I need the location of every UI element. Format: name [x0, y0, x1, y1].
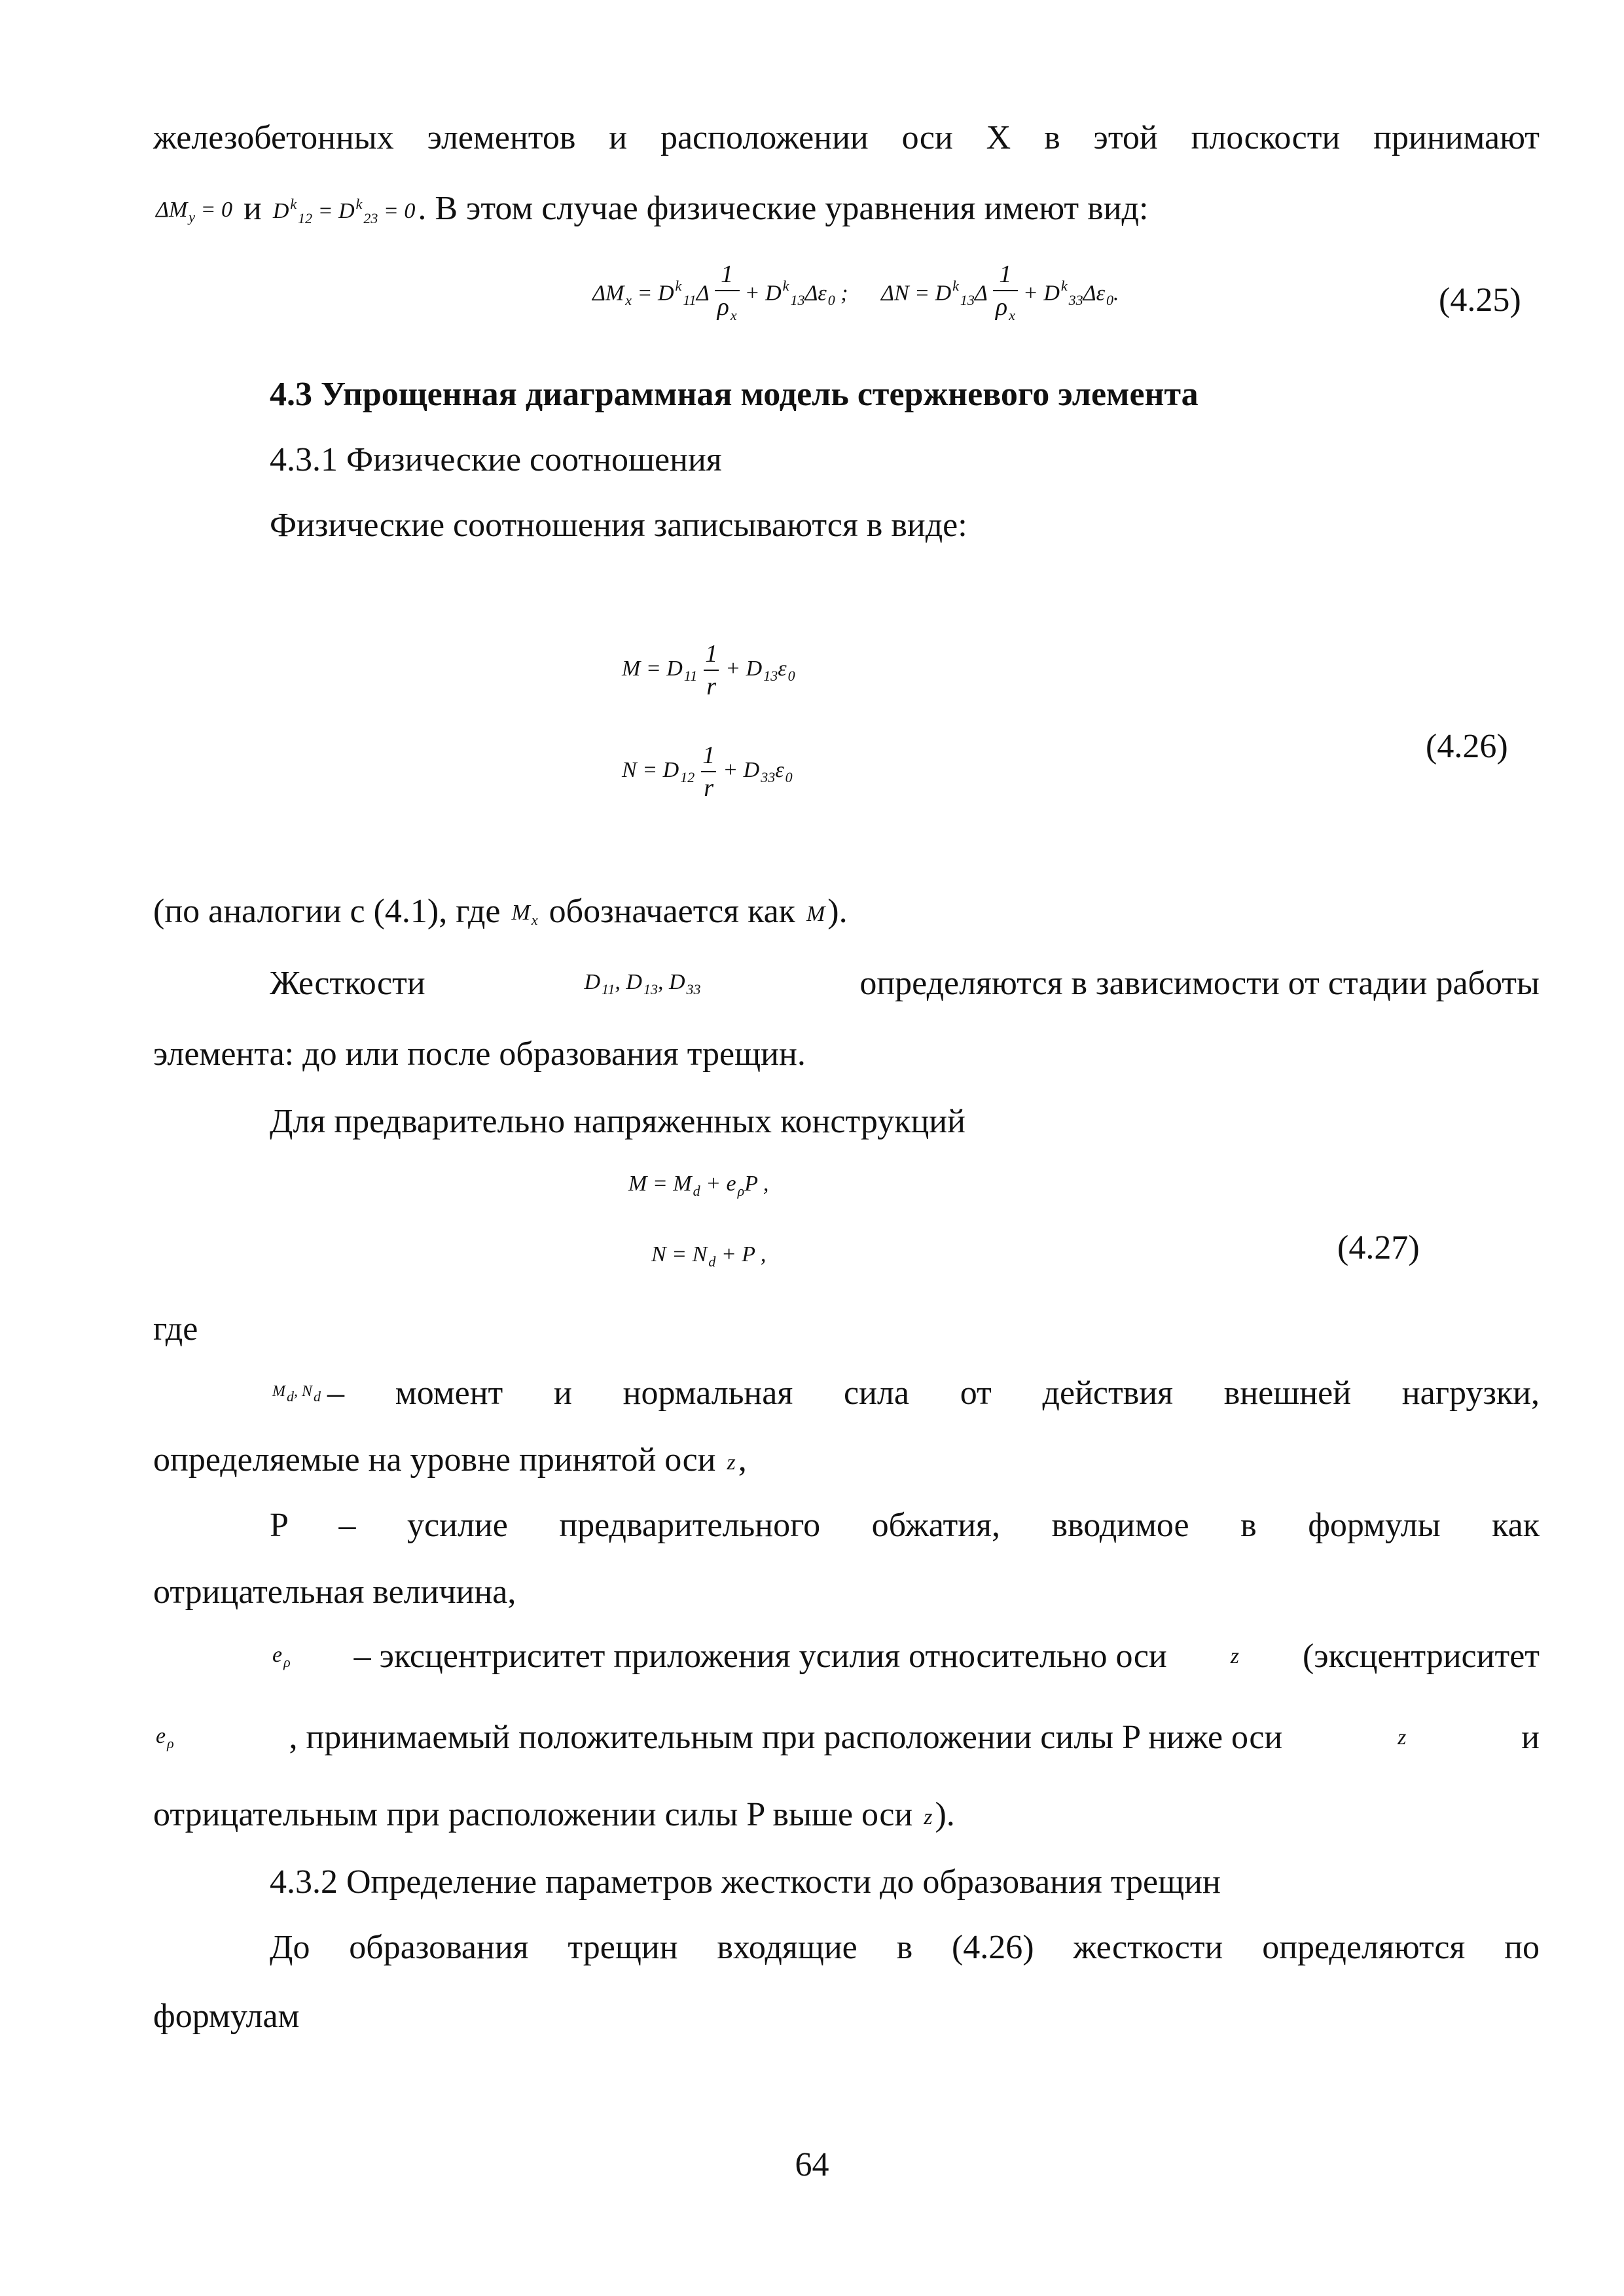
- formula-m: M: [806, 901, 825, 926]
- paragraph-stiffness-line-2: элемента: до или после образования трещин.: [153, 1035, 806, 1073]
- subsection-heading-4-3-1: 4.3.1 Физические соотношения: [270, 441, 722, 478]
- subsection-heading-4-3-2: 4.3.2 Определение параметров жесткости до образования трещин: [270, 1863, 1221, 1901]
- formula-ep: $e_\rho$: [156, 1724, 174, 1751]
- equation-number-4-26: (4.26): [1426, 728, 1508, 765]
- formula-z: z: [1230, 1643, 1239, 1668]
- paragraph-p-line-2: отрицательная величина,: [153, 1573, 516, 1611]
- paragraph-prestressed: Для предварительно напряженных конструкций: [270, 1103, 965, 1140]
- paragraph-p-line-1: P – усилие предварительного обжатия, вводимое в формулы как: [270, 1507, 1540, 1544]
- formula-stiffness-list: $D_{11}$, $D_{13}$, $D_{33}$: [584, 970, 701, 997]
- section-heading-4-3: 4.3 Упрощенная диаграммная модель стержневого элемента: [270, 376, 1199, 413]
- paragraph-md-nd-line-2: определяемые на уровне принятой оси z,: [153, 1441, 747, 1479]
- formula-mx: $M_x$: [511, 900, 538, 928]
- formula-4-25: $\Delta M_x = D^k_{11}\Delta$ $\frac{1}{\rho_x}$ + $D^k_{13}\Delta\varepsilon_0$ ; $\Delta N = D^k_{13}\Delta$ $\frac{1}{\rho_x}$ + $D^k_{33}\Delta\varepsilon_0$.: [592, 259, 1119, 331]
- equation-number-4-27: (4.27): [1337, 1229, 1420, 1266]
- formula-d12-d23: $D^k_{12} = D^k_{23} = 0$: [272, 195, 416, 226]
- formula-4-26-n: $N = D_{12}$ $\frac{1}{r}$ + $D_{33}\varepsilon_0$: [622, 740, 793, 804]
- formula-z: z: [1398, 1725, 1407, 1749]
- formula-dmy: $\Delta M_y = 0$: [156, 197, 232, 225]
- paragraph-md-nd-line-1: Md, Nd – момент и нормальная сила от действия внешней нагрузки,: [272, 1374, 1540, 1412]
- paragraph-analogy: (по аналогии с (4.1), где $M_x$ обозначается как M).: [153, 893, 848, 930]
- paragraph-line-2: $\Delta M_y = 0$ и $D^k_{12} = D^k_{23} = 0$. В этом случае физические уравнения имеют вид:: [156, 190, 1149, 227]
- formula-4-27-m: $M = M_d + e_\rho P$ ,: [628, 1172, 769, 1199]
- paragraph-line-1: железобетонных элементов и расположении оси X в этой плоскости принимают: [153, 119, 1540, 156]
- word-where: где: [153, 1310, 198, 1348]
- paragraph-stiffness-line-1: Жесткости $D_{11}$, $D_{13}$, $D_{33}$ определяются в зависимости от стадии работы: [270, 965, 1540, 1002]
- paragraph-ep-line-3: отрицательным при расположении силы P выше оси z).: [153, 1796, 955, 1833]
- paragraph-intro: Физические соотношения записываются в виде:: [270, 507, 967, 544]
- page-number: 64: [795, 2146, 829, 2183]
- formula-ep: $e_\rho$: [272, 1643, 291, 1670]
- paragraph-before-cracks-line-2: формулам: [153, 1998, 300, 2035]
- formula-z: z: [924, 1804, 933, 1829]
- formula-z: z: [727, 1450, 736, 1475]
- equation-number-4-25: (4.25): [1439, 281, 1521, 319]
- formula-4-27-n: $N = N_d + P$ ,: [651, 1242, 767, 1270]
- formula-md-nd: Md, Nd: [272, 1382, 321, 1405]
- formula-4-26-m: $M = D_{11}$ $\frac{1}{r}$ + $D_{13}\varepsilon_0$: [622, 638, 795, 702]
- paragraph-before-cracks-line-1: До образования трещин входящие в (4.26) жесткости определяются по: [270, 1929, 1540, 1966]
- paragraph-ep-line-1: $e_\rho$ – эксцентриситет приложения усилия относительно оси z (эксцентриситет: [272, 1638, 1540, 1675]
- paragraph-ep-line-2: $e_\rho$ , принимаемый положительным при расположении силы P ниже оси z и: [156, 1719, 1540, 1756]
